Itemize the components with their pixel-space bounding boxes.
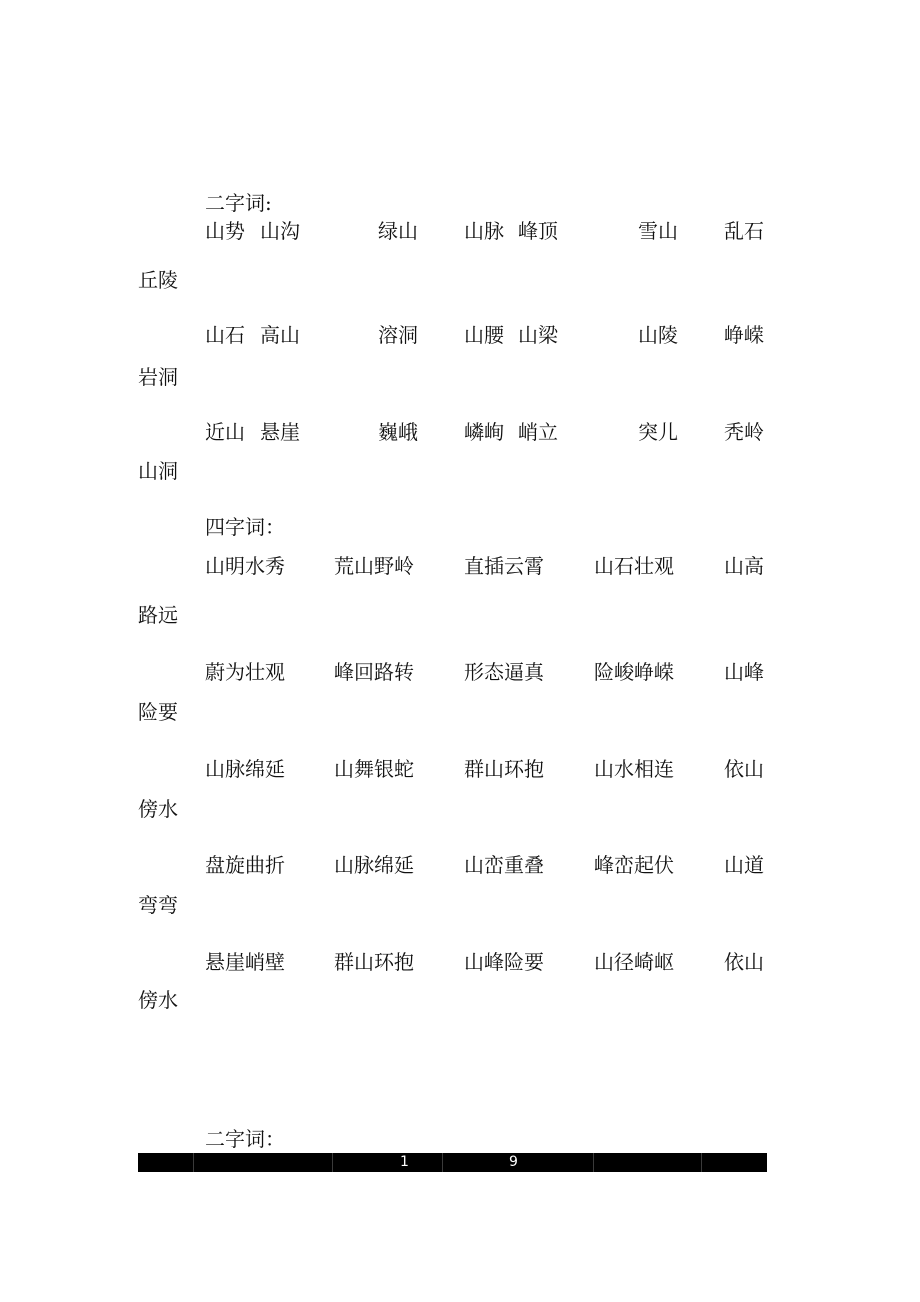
- page-number-digit: 1: [400, 1154, 409, 1170]
- word: 山势: [205, 219, 245, 243]
- word: 山陵: [638, 323, 678, 347]
- word: 岩洞: [138, 365, 178, 389]
- phrase: 蔚为壮观: [205, 660, 285, 684]
- heading-two-char-words-repeat: 二字词：: [205, 1127, 285, 1151]
- phrase: 山径崎岖: [594, 950, 674, 974]
- word: 高山: [260, 323, 300, 347]
- page-number-digit: 9: [509, 1154, 518, 1170]
- word: 嶙峋: [464, 420, 504, 444]
- phrase: 山舞银蛇: [334, 757, 414, 781]
- phrase: 依山: [724, 757, 764, 781]
- word: 悬崖: [260, 420, 300, 444]
- word: 山脉: [464, 219, 504, 243]
- word: 巍峨: [378, 420, 418, 444]
- word: 丘陵: [138, 268, 178, 292]
- word: 山石: [205, 323, 245, 347]
- phrase: 山明水秀: [205, 554, 285, 578]
- phrase: 荒山野岭: [334, 554, 414, 578]
- phrase: 群山环抱: [464, 757, 544, 781]
- phrase: 险峻峥嵘: [594, 660, 674, 684]
- word: 雪山: [638, 219, 678, 243]
- bar-divider: [442, 1153, 443, 1172]
- phrase: 傍水: [138, 988, 178, 1012]
- bar-divider: [193, 1153, 194, 1172]
- phrase: 群山环抱: [334, 950, 414, 974]
- phrase: 山高: [724, 554, 764, 578]
- phrase: 峰峦起伏: [594, 853, 674, 877]
- word: 溶洞: [378, 323, 418, 347]
- phrase: 傍水: [138, 797, 178, 821]
- bar-divider: [332, 1153, 333, 1172]
- phrase: 悬崖峭壁: [205, 950, 285, 974]
- word: 近山: [205, 420, 245, 444]
- word: 山洞: [138, 459, 178, 483]
- phrase: 路远: [138, 603, 178, 627]
- phrase: 山水相连: [594, 757, 674, 781]
- word: 峭立: [518, 420, 558, 444]
- word: 峰顶: [518, 219, 558, 243]
- phrase: 弯弯: [138, 893, 178, 917]
- phrase: 山脉绵延: [205, 757, 285, 781]
- word: 山梁: [518, 323, 558, 347]
- phrase: 山峦重叠: [464, 853, 544, 877]
- phrase: 盘旋曲折: [205, 853, 285, 877]
- phrase: 山石壮观: [594, 554, 674, 578]
- heading-four-char-words: 四字词：: [205, 515, 285, 539]
- word: 绿山: [378, 219, 418, 243]
- word: 乱石: [724, 219, 764, 243]
- footer-bar: [138, 1153, 767, 1172]
- word: 峥嵘: [724, 323, 764, 347]
- phrase: 直插云霄: [464, 554, 544, 578]
- phrase: 山峰险要: [464, 950, 544, 974]
- phrase: 峰回路转: [334, 660, 414, 684]
- phrase: 形态逼真: [464, 660, 544, 684]
- phrase: 山道: [724, 853, 764, 877]
- word: 突儿: [638, 420, 678, 444]
- word: 山腰: [464, 323, 504, 347]
- word: 秃岭: [724, 420, 764, 444]
- word: 山沟: [260, 219, 300, 243]
- phrase: 依山: [724, 950, 764, 974]
- bar-divider: [593, 1153, 594, 1172]
- phrase: 险要: [138, 700, 178, 724]
- phrase: 山峰: [724, 660, 764, 684]
- heading-two-char-words: 二字词:: [205, 191, 272, 215]
- bar-divider: [701, 1153, 702, 1172]
- phrase: 山脉绵延: [334, 853, 414, 877]
